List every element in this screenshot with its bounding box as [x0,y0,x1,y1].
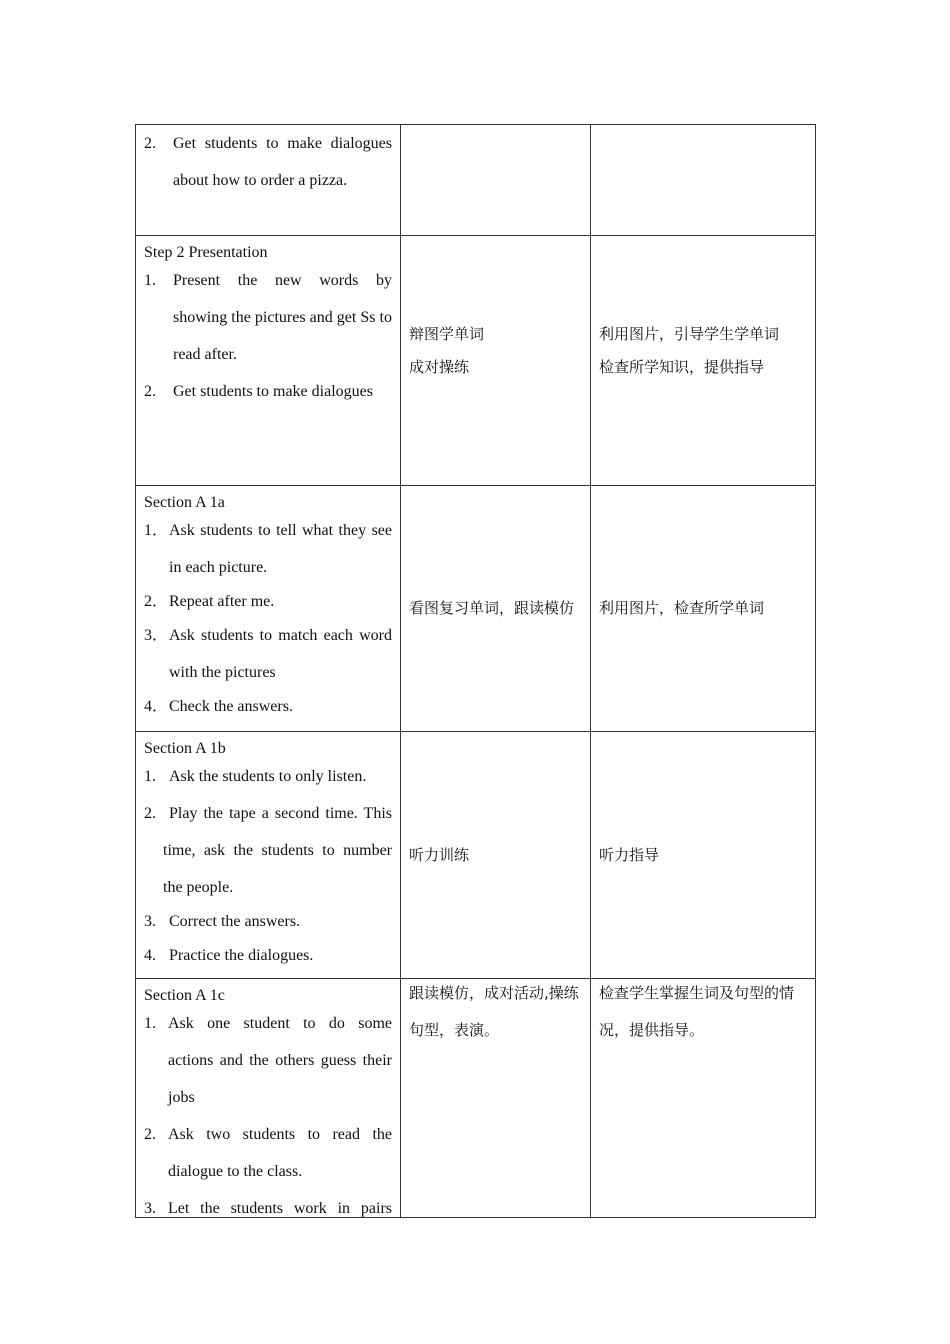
item-text: Present the new words by showing the pictures and get Ss to read after. [173,272,392,363]
item-number: 1． [144,522,169,539]
procedure-cell [136,486,401,731]
item-text: Repeat after me. [169,593,275,610]
list-item [144,1116,392,1190]
item-text: Practice the dialogues. [169,947,314,964]
item-text: Let the students work in pairs [168,1200,392,1217]
item-number: 2． [144,593,169,610]
item-number: 3. [144,1200,156,1217]
list-item [144,586,392,617]
list-item [144,1190,392,1217]
purpose-line: 利用图片，检查所学单词 [599,599,765,617]
purpose-line: 检查所学知识，提供指导 [599,357,765,376]
procedure-cell [136,732,401,978]
step-heading: Section A 1b [144,740,226,757]
item-number: 3. [144,913,156,930]
activity-line: 辩图学单词 [409,324,485,343]
item-number: 1. [144,768,156,785]
item-number: 4． [144,698,169,715]
item-number: 3． [144,627,169,644]
activity-cell [401,236,591,485]
activity-text: 跟读模仿，成对活动,操练句型，表演。 [409,984,579,1039]
activity-text: 看图复习单词，跟读模仿 [409,599,575,617]
purpose-cell [591,236,815,485]
procedure-cell [136,236,401,485]
list-item [144,617,392,691]
list-item [144,758,392,795]
item-number: 4. [144,947,156,964]
lesson-plan-table [135,124,816,1218]
item-text: Ask students to match each word with the pictures [169,627,392,681]
item-number: 2. [144,383,156,400]
item-text: Get students to make dialogues about how to order a pizza. [173,135,392,189]
table-row [136,125,815,235]
list-item [144,512,392,586]
list-item [144,691,392,722]
item-text: Ask two students to read the dialogue to the class. [168,1126,392,1180]
purpose-line: 听力指导 [599,845,660,864]
item-text: Check the answers. [169,698,293,715]
step-heading: Section A 1c [144,987,225,1004]
item-text: Ask the students to only listen. [169,768,367,785]
item-number: 2. [144,1126,156,1143]
purpose-cell [591,486,815,731]
purpose-cell [591,125,815,235]
table-row [136,485,815,731]
table-row [136,731,815,978]
list-item [144,373,392,410]
item-text: Get students to make dialogues [173,383,373,400]
table-row [136,978,815,1217]
list-item [144,125,392,199]
item-number: 1. [144,272,156,289]
list-item [144,1005,392,1116]
activity-cell [401,979,591,1217]
step-heading: Step 2 Presentation [144,244,268,261]
purpose-line: 利用图片，引导学生学单词 [599,324,780,343]
procedure-cell [136,125,401,235]
procedure-cell [136,979,401,1217]
list-item [144,937,392,974]
activity-cell [401,125,591,235]
list-item [144,795,392,906]
activity-cell [401,732,591,978]
activity-line: 听力训练 [409,845,470,864]
step-heading: Section A 1a [144,494,225,511]
activity-cell [401,486,591,731]
list-item [144,262,392,373]
item-number: 2. [144,135,156,152]
table-row [136,235,815,485]
item-text: Ask one student to do some actions and the others guess their jobs [168,1015,392,1106]
item-text: Ask students to tell what they see in each picture. [169,522,392,576]
purpose-cell [591,979,815,1217]
activity-line: 成对操练 [409,357,470,376]
item-number: 2. [144,805,156,822]
list-item [144,906,392,937]
item-number: 1. [144,1015,156,1032]
item-text: Correct the answers. [169,913,301,930]
item-text: Play the tape a second time. This time, ask the students to number the people. [163,805,392,896]
purpose-cell [591,732,815,978]
purpose-text: 检查学生掌握生词及句型的情况，提供指导。 [599,984,795,1039]
